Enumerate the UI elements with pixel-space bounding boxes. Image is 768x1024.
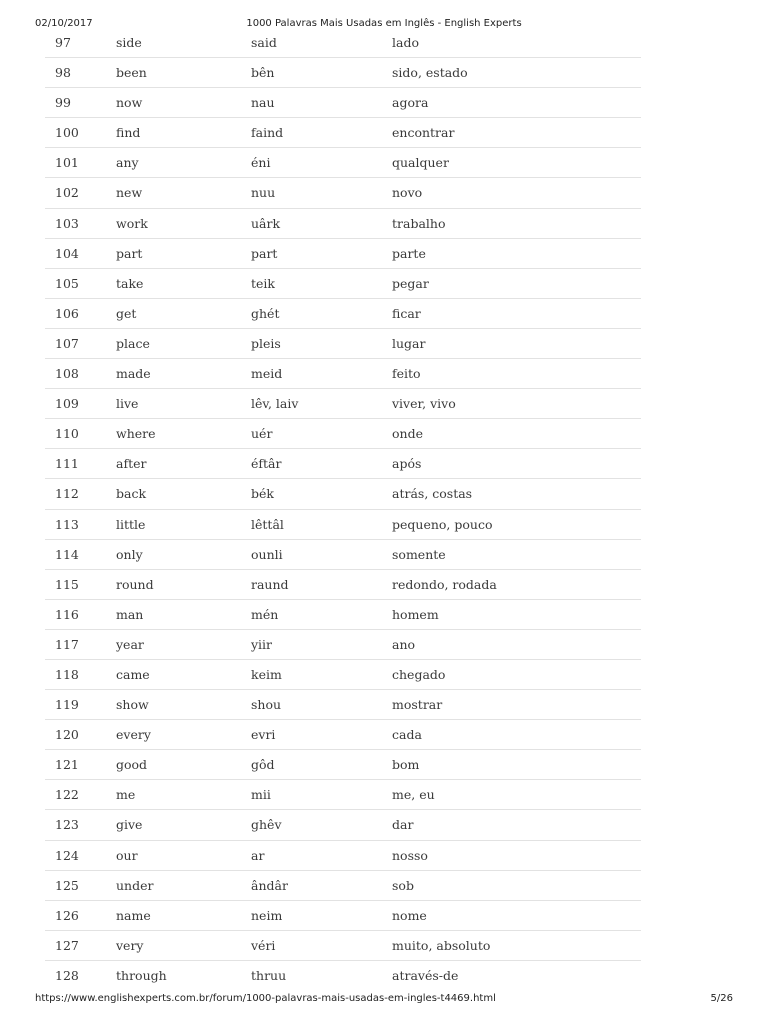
pronunciation: bék — [251, 486, 274, 502]
translation: homem — [392, 606, 439, 622]
english-word: now — [116, 95, 143, 111]
english-word: year — [116, 636, 144, 652]
pronunciation: bên — [251, 65, 275, 81]
row-number: 101 — [55, 155, 79, 171]
row-number: 122 — [55, 787, 79, 803]
english-word: name — [116, 907, 151, 923]
translation: ficar — [392, 305, 421, 321]
translation: nome — [392, 907, 427, 923]
table-row — [45, 841, 641, 871]
translation: nosso — [392, 847, 428, 863]
english-word: round — [116, 576, 154, 592]
translation: parte — [392, 245, 426, 261]
row-number: 110 — [55, 426, 79, 442]
table-row — [45, 600, 641, 630]
translation: redondo, rodada — [392, 576, 497, 592]
english-word: get — [116, 305, 137, 321]
pronunciation: yiir — [251, 636, 273, 652]
row-number: 127 — [55, 937, 79, 953]
english-word: new — [116, 185, 143, 201]
row-number: 114 — [55, 546, 79, 562]
row-number: 128 — [55, 967, 79, 983]
translation: lado — [392, 35, 419, 50]
translation: somente — [392, 546, 446, 562]
english-word: back — [116, 486, 147, 502]
translation: sob — [392, 877, 414, 893]
translation: cada — [392, 727, 422, 743]
english-word: me — [116, 787, 136, 803]
table-row — [45, 570, 641, 600]
table-row — [45, 810, 641, 840]
translation: sido, estado — [392, 65, 468, 81]
table-row — [45, 58, 641, 88]
translation: pegar — [392, 275, 429, 291]
pronunciation: said — [251, 35, 277, 50]
translation: encontrar — [392, 125, 455, 141]
page-url: https://www.englishexperts.com.br/forum/1000-palavras-mais-usadas-em-ingles-t4469.html — [35, 993, 496, 1004]
english-word: any — [116, 155, 139, 171]
row-number: 106 — [55, 305, 79, 321]
pronunciation: mén — [251, 606, 279, 622]
english-word: side — [116, 35, 142, 50]
row-number: 112 — [55, 486, 79, 502]
pronunciation: uârk — [251, 215, 281, 231]
pronunciation: ounli — [251, 546, 283, 562]
row-number: 124 — [55, 847, 79, 863]
row-number: 123 — [55, 817, 79, 833]
row-number: 104 — [55, 245, 79, 261]
table-row — [45, 118, 641, 148]
table-row — [45, 479, 641, 509]
table-row — [45, 690, 641, 720]
table-row — [45, 359, 641, 389]
english-word: show — [116, 697, 149, 713]
row-number: 105 — [55, 275, 79, 291]
row-number: 100 — [55, 125, 79, 141]
pronunciation: nau — [251, 95, 275, 111]
translation: viver, vivo — [392, 396, 456, 412]
translation: feito — [392, 366, 421, 382]
table-row — [45, 419, 641, 449]
english-word: little — [116, 516, 146, 532]
english-word: through — [116, 967, 167, 983]
table-row — [45, 961, 641, 990]
english-word: give — [116, 817, 143, 833]
translation: qualquer — [392, 155, 449, 171]
pronunciation: véri — [251, 937, 276, 953]
translation: me, eu — [392, 787, 435, 803]
row-number: 118 — [55, 666, 79, 682]
english-word: made — [116, 366, 151, 382]
table-row — [45, 871, 641, 901]
english-word: our — [116, 847, 138, 863]
row-number: 117 — [55, 636, 79, 652]
translation: bom — [392, 757, 420, 773]
english-word: work — [116, 215, 148, 231]
english-word: under — [116, 877, 154, 893]
translation: trabalho — [392, 215, 446, 231]
row-number: 103 — [55, 215, 79, 231]
row-number: 111 — [55, 456, 79, 472]
row-number: 109 — [55, 396, 79, 412]
translation: agora — [392, 95, 429, 111]
row-number: 121 — [55, 757, 79, 773]
row-number: 108 — [55, 366, 79, 382]
translation: novo — [392, 185, 423, 201]
table-row — [45, 780, 641, 810]
table-row — [45, 209, 641, 239]
pronunciation: part — [251, 245, 278, 261]
table-row — [45, 88, 641, 118]
table-row — [45, 720, 641, 750]
english-word: after — [116, 456, 147, 472]
pronunciation: éni — [251, 155, 271, 171]
english-word: live — [116, 396, 139, 412]
pronunciation: neim — [251, 907, 283, 923]
english-word: place — [116, 335, 150, 351]
row-number: 126 — [55, 907, 79, 923]
translation: mostrar — [392, 697, 443, 713]
pronunciation: pleis — [251, 335, 281, 351]
table-row — [45, 148, 641, 178]
translation: dar — [392, 817, 414, 833]
row-number: 116 — [55, 606, 79, 622]
table-row — [45, 239, 641, 269]
print-footer — [35, 993, 733, 1007]
pronunciation: raund — [251, 576, 289, 592]
english-word: find — [116, 125, 141, 141]
translation: através-de — [392, 967, 459, 983]
translation: após — [392, 456, 422, 472]
table-row — [45, 540, 641, 570]
pronunciation: shou — [251, 697, 282, 713]
english-word: very — [116, 937, 144, 953]
pronunciation: nuu — [251, 185, 276, 201]
page-number: 5/26 — [710, 993, 733, 1004]
row-number: 99 — [55, 95, 71, 111]
pronunciation: teik — [251, 275, 275, 291]
translation: chegado — [392, 666, 446, 682]
row-number: 113 — [55, 516, 79, 532]
pronunciation: lêv, laiv — [251, 396, 299, 412]
translation: atrás, costas — [392, 486, 473, 502]
english-word: every — [116, 727, 151, 743]
table-row — [45, 750, 641, 780]
translation: pequeno, pouco — [392, 516, 493, 532]
pronunciation: ândâr — [251, 877, 288, 893]
english-word: came — [116, 666, 150, 682]
english-word: good — [116, 757, 148, 773]
table-row — [45, 660, 641, 690]
row-number: 97 — [55, 35, 71, 50]
row-number: 120 — [55, 727, 79, 743]
pronunciation: gôd — [251, 757, 275, 773]
pronunciation: evri — [251, 727, 276, 743]
pronunciation: keim — [251, 666, 282, 682]
table-row — [45, 510, 641, 540]
table-row — [45, 329, 641, 359]
pronunciation: faind — [251, 125, 284, 141]
pronunciation: lêttâl — [251, 516, 284, 532]
pronunciation: uér — [251, 426, 273, 442]
english-word: where — [116, 426, 156, 442]
row-number: 115 — [55, 576, 79, 592]
english-word: only — [116, 546, 143, 562]
table-row — [45, 449, 641, 479]
pronunciation: mii — [251, 787, 271, 803]
english-word: been — [116, 65, 147, 81]
row-number: 119 — [55, 697, 79, 713]
english-word: man — [116, 606, 144, 622]
english-word: take — [116, 275, 144, 291]
english-word: part — [116, 245, 143, 261]
row-number: 125 — [55, 877, 79, 893]
pronunciation: ghét — [251, 305, 280, 321]
translation: ano — [392, 636, 416, 652]
translation: muito, absoluto — [392, 937, 491, 953]
row-number: 102 — [55, 185, 79, 201]
table-row — [45, 630, 641, 660]
pronunciation: meid — [251, 366, 283, 382]
translation: lugar — [392, 335, 426, 351]
row-number: 98 — [55, 65, 71, 81]
table-row — [45, 299, 641, 329]
row-number: 107 — [55, 335, 79, 351]
print-date: 02/10/2017 — [35, 18, 93, 29]
table-row — [45, 178, 641, 208]
words-table — [45, 28, 641, 990]
pronunciation: ghêv — [251, 817, 282, 833]
table-row — [45, 269, 641, 299]
pronunciation: éftâr — [251, 456, 282, 472]
pronunciation: thruu — [251, 967, 287, 983]
table-row — [45, 931, 641, 961]
translation: onde — [392, 426, 423, 442]
table-row — [45, 389, 641, 419]
table-row — [45, 28, 641, 58]
page-title: 1000 Palavras Mais Usadas em Inglês - English Experts — [246, 18, 522, 29]
pronunciation: ar — [251, 847, 265, 863]
table-row — [45, 901, 641, 931]
